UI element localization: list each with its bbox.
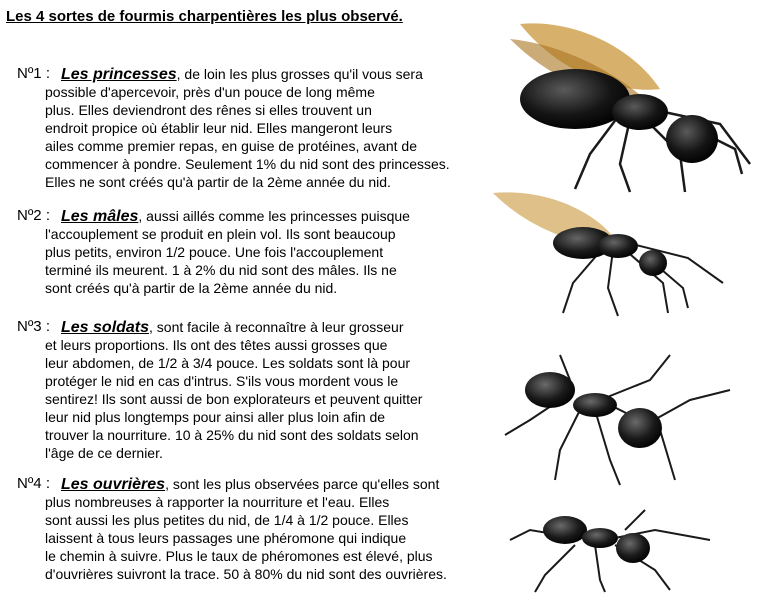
page-title: Les 4 sortes de fourmis charpentières les plus observé. (6, 8, 403, 25)
section-line: l'accouplement se produit en plein vol. Ils sont beaucoup (45, 226, 396, 242)
section-line: d'ouvrières suivront la trace. 50 à 80% du nid sont des ouvrières. (45, 566, 447, 582)
section-line: leur abdomen, de 1/2 à 3/4 pouce. Les soldats sont là pour (45, 355, 411, 371)
section-number: Nº4 : (17, 475, 50, 492)
section-line: plus nombreuses à rapporter la nourriture et l'eau. Elles (45, 494, 390, 510)
section-line: le chemin à suivre. Plus le taux de phéromones est élevé, plus (45, 548, 433, 564)
section-line: terminé ils meurent. 1 à 2% du nid sont des mâles. Ils ne (45, 262, 397, 278)
section-first-line (61, 65, 423, 84)
section-line: Elles ne sont créés qu'à partir de la 2ème année du nid. (45, 174, 391, 190)
section-heading: Les soldats (61, 319, 150, 336)
section-line: protéger le nid en cas d'intrus. S'ils vous mordent vous le (45, 373, 399, 389)
section-line: et leurs proportions. Ils ont des têtes aussi grosses que (45, 337, 388, 353)
soldier-ant-image (500, 340, 740, 490)
section-line: sont créés qu'à partir de la 2ème année du nid. (45, 280, 338, 296)
section-first-line-text: , de loin les plus grosses qu'il vous sera (176, 66, 423, 82)
section-line: plus. Elles deviendront des rênes si elles trouvent un (45, 102, 372, 118)
section-line: trouver la nourriture. 10 à 25% du nid sont des soldats selon (45, 427, 419, 443)
section-line: ailes comme premier repas, en guise de protéines, avant de (45, 138, 417, 154)
section-line: commencer à pondre. Seulement 1% du nid sont des princesses. (45, 156, 450, 172)
worker-ant-image (505, 500, 725, 595)
section-line: sont aussi les plus petites du nid, de 1/4 à 1/2 pouce. Elles (45, 512, 409, 528)
section-first-line (61, 207, 410, 226)
section-first-line-text: , aussi aillés comme les princesses puisque (138, 208, 410, 224)
section-first-line (61, 318, 404, 337)
section-line: l'âge de ce dernier. (45, 445, 163, 461)
section-line: laissent à tous leurs passages une phéromone qui indique (45, 530, 407, 546)
section-number: Nº3 : (17, 318, 50, 335)
section-first-line-text: , sont les plus observées parce qu'elles sont (165, 476, 440, 492)
section-number: Nº1 : (17, 65, 50, 82)
section-first-line-text: , sont facile à reconnaître à leur grosseur (149, 319, 404, 335)
section-number: Nº2 : (17, 207, 50, 224)
section-heading: Les ouvrières (61, 476, 166, 493)
section-line: endroit propice où établir leur nid. Elles mangeront leurs (45, 120, 393, 136)
section-line: possible d'apercevoir, près d'un pouce de long même (45, 84, 375, 100)
section-line: plus petits, environ 1/2 pouce. Une fois l'accouplement (45, 244, 384, 260)
section-heading: Les princesses (61, 66, 177, 83)
princess-ant-image (480, 14, 770, 194)
male-ant-image (488, 188, 728, 318)
section-first-line (61, 475, 439, 494)
section-heading: Les mâles (61, 208, 139, 225)
section-line: leur nid plus longtemps pour ainsi aller plus loin afin de (45, 409, 386, 425)
section-line: sentirez! Ils sont aussi de bon explorateurs et peuvent quitter (45, 391, 423, 407)
